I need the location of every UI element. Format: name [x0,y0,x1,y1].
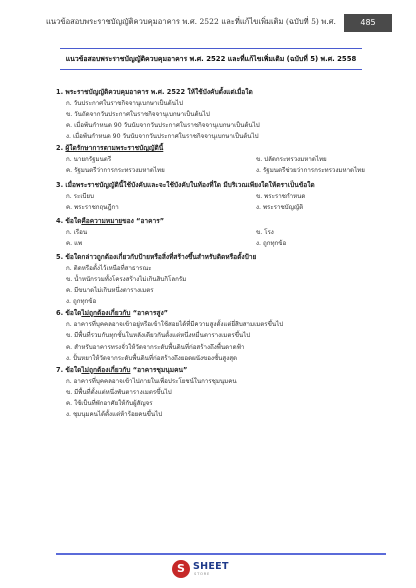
question-title-suffix: “อาคารชุมนุมคน” [130,365,188,374]
answer-option: ค. แพ [66,239,83,247]
answer-option: ง. เมื่อพ้นกำหนด 90 วันนับจากวันประกาศในราชกิจจานุเบกษาเป็นต้นไป [66,133,259,141]
question-6 [56,309,386,362]
answer-option: ข. น้ำหนักรวมทั้งโครงสร้างไม่เกินสิบกิโลกรัม [66,276,187,284]
answer-option: ข. มีพื้นที่ตั้งแต่หนึ่งพันตารางเมตรขึ้นไป [66,388,172,396]
answer-option: ค. สำหรับอาคารทรงจั่วให้วัดจากระดับพื้นดินที่ก่อสร้างถึงพื้นดาดฟ้า [66,343,245,351]
question-title-underlined: คือความหมาย [81,216,123,225]
header-title: แนวข้อสอบพระราชบัญญัติควบคุมอาคาร พ.ศ. 2522 และที่แก้ไขเพิ่มเติม (ฉบับที่ 5) พ.ศ. [46,17,336,26]
answer-option: ง. รัฐมนตรีช่วยว่าการกระทรวงมหาดไทย [256,167,365,175]
question-title [56,366,386,375]
page-header [28,14,392,32]
answer-option: ค. พระราชกฤษฎีกา [66,203,119,211]
question-title-prefix: 4. ข้อใด [56,216,82,225]
section-banner [60,48,362,70]
answer-option: ก. เรือน [66,228,88,236]
question-7 [56,366,386,419]
page-number: 485 [344,14,392,32]
answer-option: ง. ชุมนุมคนได้ตั้งแต่ห้าร้อยคนขึ้นไป [66,410,163,418]
logo-mark-icon: S [172,560,190,578]
question-title [56,309,386,318]
answer-option: ง. ถูกทุกข้อ [256,239,287,247]
answer-option: ก. ติดหรือตั้งไว้เหนือที่สาธารณะ [66,264,152,272]
question-title-prefix: 7. ข้อใด [56,365,82,374]
question-title [56,217,386,226]
answer-option: ค. มีขนาดไม่เกินหนึ่งตารางเมตร [66,287,154,295]
answer-option: ข. โรง [256,228,274,236]
question-title-underlined: ไม่ถูกต้องเกี่ยวกับ [81,365,131,374]
answer-option: ข. มีพื้นที่รวมกันทุกชั้นในหลังเดียวกันตั้งแต่หนึ่งหมื่นตารางเมตรขึ้นไป [66,332,251,340]
answer-option: ง. ปั้นหยาให้วัดจากระดับพื้นดินที่ก่อสร้างถึงยอดผนังของชั้นสูงสุด [66,354,238,362]
answer-option: ค. ใช้เป็นที่พักอาศัยให้กับผู้สัญจร [66,399,153,407]
answer-option: ง. พระราชบัญญัติ [256,203,304,211]
question-1 [56,88,386,141]
answer-options [56,100,386,141]
answer-option: ก. นายกรัฐมนตรี [66,156,112,164]
answer-options [56,156,386,178]
answer-option: ข. ปลัดกระทรวงมหาดไทย [256,156,327,164]
answer-options [56,378,386,419]
question-list [56,86,386,422]
question-2 [56,144,386,178]
question-title-underlined: ผู้ใดรักษาการตามพระราชบัญญัตินี้ [65,144,164,153]
answer-option: ข. พระราชกำหนด [256,192,306,200]
answer-option: ค. เมื่อพ้นกำหนด 90 วันนับจากวันประกาศในราชกิจจานุเบกษาเป็นต้นไป [66,122,260,130]
question-title: 3. เมื่อพระราชบัญญัตินี้ใช้บังคับและจะใช้บังคับในท้องที่ใด มีบริเวณเพียงใดให้ตราเป็นข้อใด [56,180,315,189]
answer-option: ข. วันถัดจากวันประกาศในราชกิจจานุเบกษาเป็นต้นไป [66,111,210,119]
question-title-underlined: ไม่ถูกต้องเกี่ยวกับ [81,309,131,318]
answer-options [56,229,386,251]
answer-option: ก. วันประกาศในราชกิจจานุเบกษาเป็นต้นไป [66,100,183,107]
banner-title: แนวข้อสอบพระราชบัญญัติควบคุมอาคาร พ.ศ. 2522 และที่แก้ไขเพิ่มเติม (ฉบับที่ 5) พ.ศ. 2558 [65,55,357,63]
answer-option: ก. อาคารที่บุคคลอาจเข้าอยู่หรือเข้าใช้สอยได้ที่มีความสูงตั้งแต่ยี่สิบสามเมตรขึ้นไป [66,321,284,329]
question-title: 5. ข้อใดกล่าวถูกต้องเกี่ยวกับป้ายหรือสิ่งที่สร้างขึ้นสำหรับติดหรือตั้งป้าย [56,252,257,261]
logo-text: SHEET [193,561,229,572]
question-5 [56,253,386,306]
question-title-prefix: 6. ข้อใด [56,309,82,318]
answer-options [56,193,386,215]
publisher-logo [172,560,242,578]
answer-option: ค. รัฐมนตรีว่าการกระทรวงมหาดไทย [66,167,165,175]
answer-option: ง. ถูกทุกข้อ [66,298,97,306]
question-title [56,144,386,153]
question-title-suffix: “อาคารสูง” [130,309,168,318]
answer-option: ก. อาคารที่บุคคลอาจเข้าไปภายในเพื่อประโยชน์ในการชุมนุมคน [66,377,237,385]
question-title-suffix: ของ “อาคาร” [122,216,165,225]
question-4 [56,217,386,251]
footer-divider [56,553,386,555]
answer-option: ก. ระเบียบ [66,192,94,200]
answer-options [56,265,386,306]
question-3 [56,181,386,215]
logo-subtext: STORE [194,572,211,576]
question-title: 1. พระราชบัญญัติควบคุมอาคาร พ.ศ. 2522 ให้ใช้บังคับตั้งแต่เมื่อใด [56,88,253,96]
question-title-prefix: 2. [56,144,66,153]
answer-options [56,321,386,362]
